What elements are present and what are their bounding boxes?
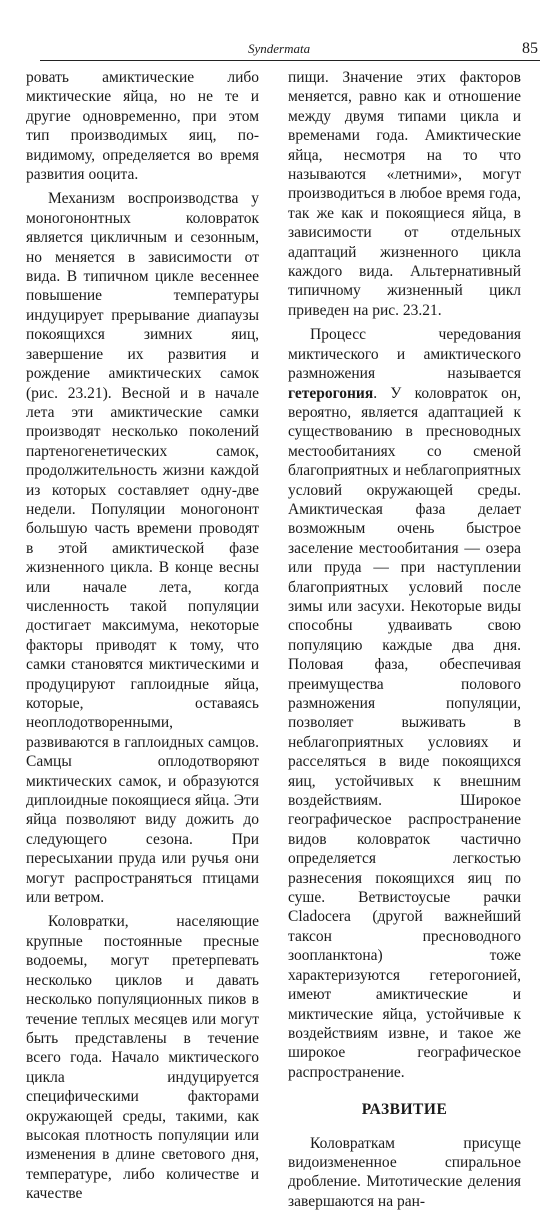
header-rule (40, 60, 540, 61)
running-title: Syndermata (248, 41, 311, 56)
paragraph: пищи. Значение этих факторов меняется, равно как и отношение между двумя типами цикла и временами года. Амиктические яйца, несмотря на то что называются «летними», могут производиться в любое время года, так же как и покоящиеся яйца, в зависимости от отдельных адаптаций жизненного цикла каждого вида. Альтернативный типичному жизненный цикл приведен на рис. 23.21. (288, 69, 521, 319)
page-number: 85 (522, 40, 538, 57)
term-heterogony: гетерогония (288, 384, 374, 402)
paragraph: Коловратки, населяющие крупные постоянные пресные водоемы, могут претерпевать несколько циклов и давать несколько популяционных пиков в течение теплых месяцев или могут быть представлены в течение всего года. Начало миктического цикла индуцируется специфическими факторами окружающей среды, такими, как высокая плотность популяции или изменения в длине светового дня, температуре, либо количестве и качестве (26, 913, 259, 1203)
text-run: Процесс чередования миктического и амиктического размножения называется (288, 326, 521, 383)
right-column (288, 68, 521, 1211)
section-heading: РАЗВИТИЕ (361, 1101, 448, 1119)
paragraph: ровать амиктические либо миктические яйца, но не те и другие одновременно, при этом тип производимых яиц, по-видимому, определяется во время развития ооцита. (26, 69, 259, 184)
paragraph: Механизм воспроизводства у моногононтных коловраток является цикличным и сезонным, но меняется в зависимости от вида. В типичном цикле весеннее повышение температуры индуцирует прерывание диапаузы покоящихся зимних яиц, завершение их развития и рождение амиктических самок (рис. 23.21). Весной и в начале лета эти амиктические самки производят несколько поколений партеногенетических самок, продолжительность жизни каждой из которых составляет одну-две недели. Популяции моногононт большую часть времени проводят в этой амиктической фазе жизненного цикла. В конце весны или начале лета, когда численность такой популяции достигает максимума, некоторые факторы приводят к тому, что самки становятся миктическими и продуцируют гаплоидные яйца, которые, оставаясь неоплодотворенными, развиваются в гаплоидных самцов. Самцы оплодотворяют миктических самок, и образуются диплоидные покоящиеся яйца. Эти яйца позволяют виду дожить до следующего сезона. При пересыхании пруда или ручья они могут распространяться птицами или ветром. (26, 190, 259, 907)
page-header (40, 40, 540, 60)
text-run: . У коловраток он, вероятно, является адаптацией к существованию в пресноводных местообитаниях со сменой благоприятных и неблагоприятных условий окружающей среды. Амиктическая фаза делает возможным очень быстрое заселение местообитания — озера или пруда — при наступлении благоприятных условий после зимы или засухи. Некоторые виды способны удваивать свою популяцию каждые два дня. Половая фаза, обеспечивая преимущества полового размножения популяции, позволяет выживать в неблагоприятных условиях и расселяться в виде покоящихся яиц, устойчивых к внешним воздействиям. Широкое географическое распространение видов коловраток частично определяется легкостью разнесения покоящихся яиц по суше. Ветвистоусые рачки Cladocera (другой важнейший таксон пресноводного зоопланктона) тоже характеризуются гетерогонией, имеют амиктические и миктические яйца, устойчивые к воздействиям извне, и такое же широкое географическое распространение. (288, 384, 521, 1081)
left-column (26, 68, 259, 1204)
paragraph: Коловраткам присуще видоизмененное спиральное дробление. Митотические деления завершаются на ран- (288, 1134, 521, 1210)
paragraph-heterogony (288, 325, 521, 1082)
